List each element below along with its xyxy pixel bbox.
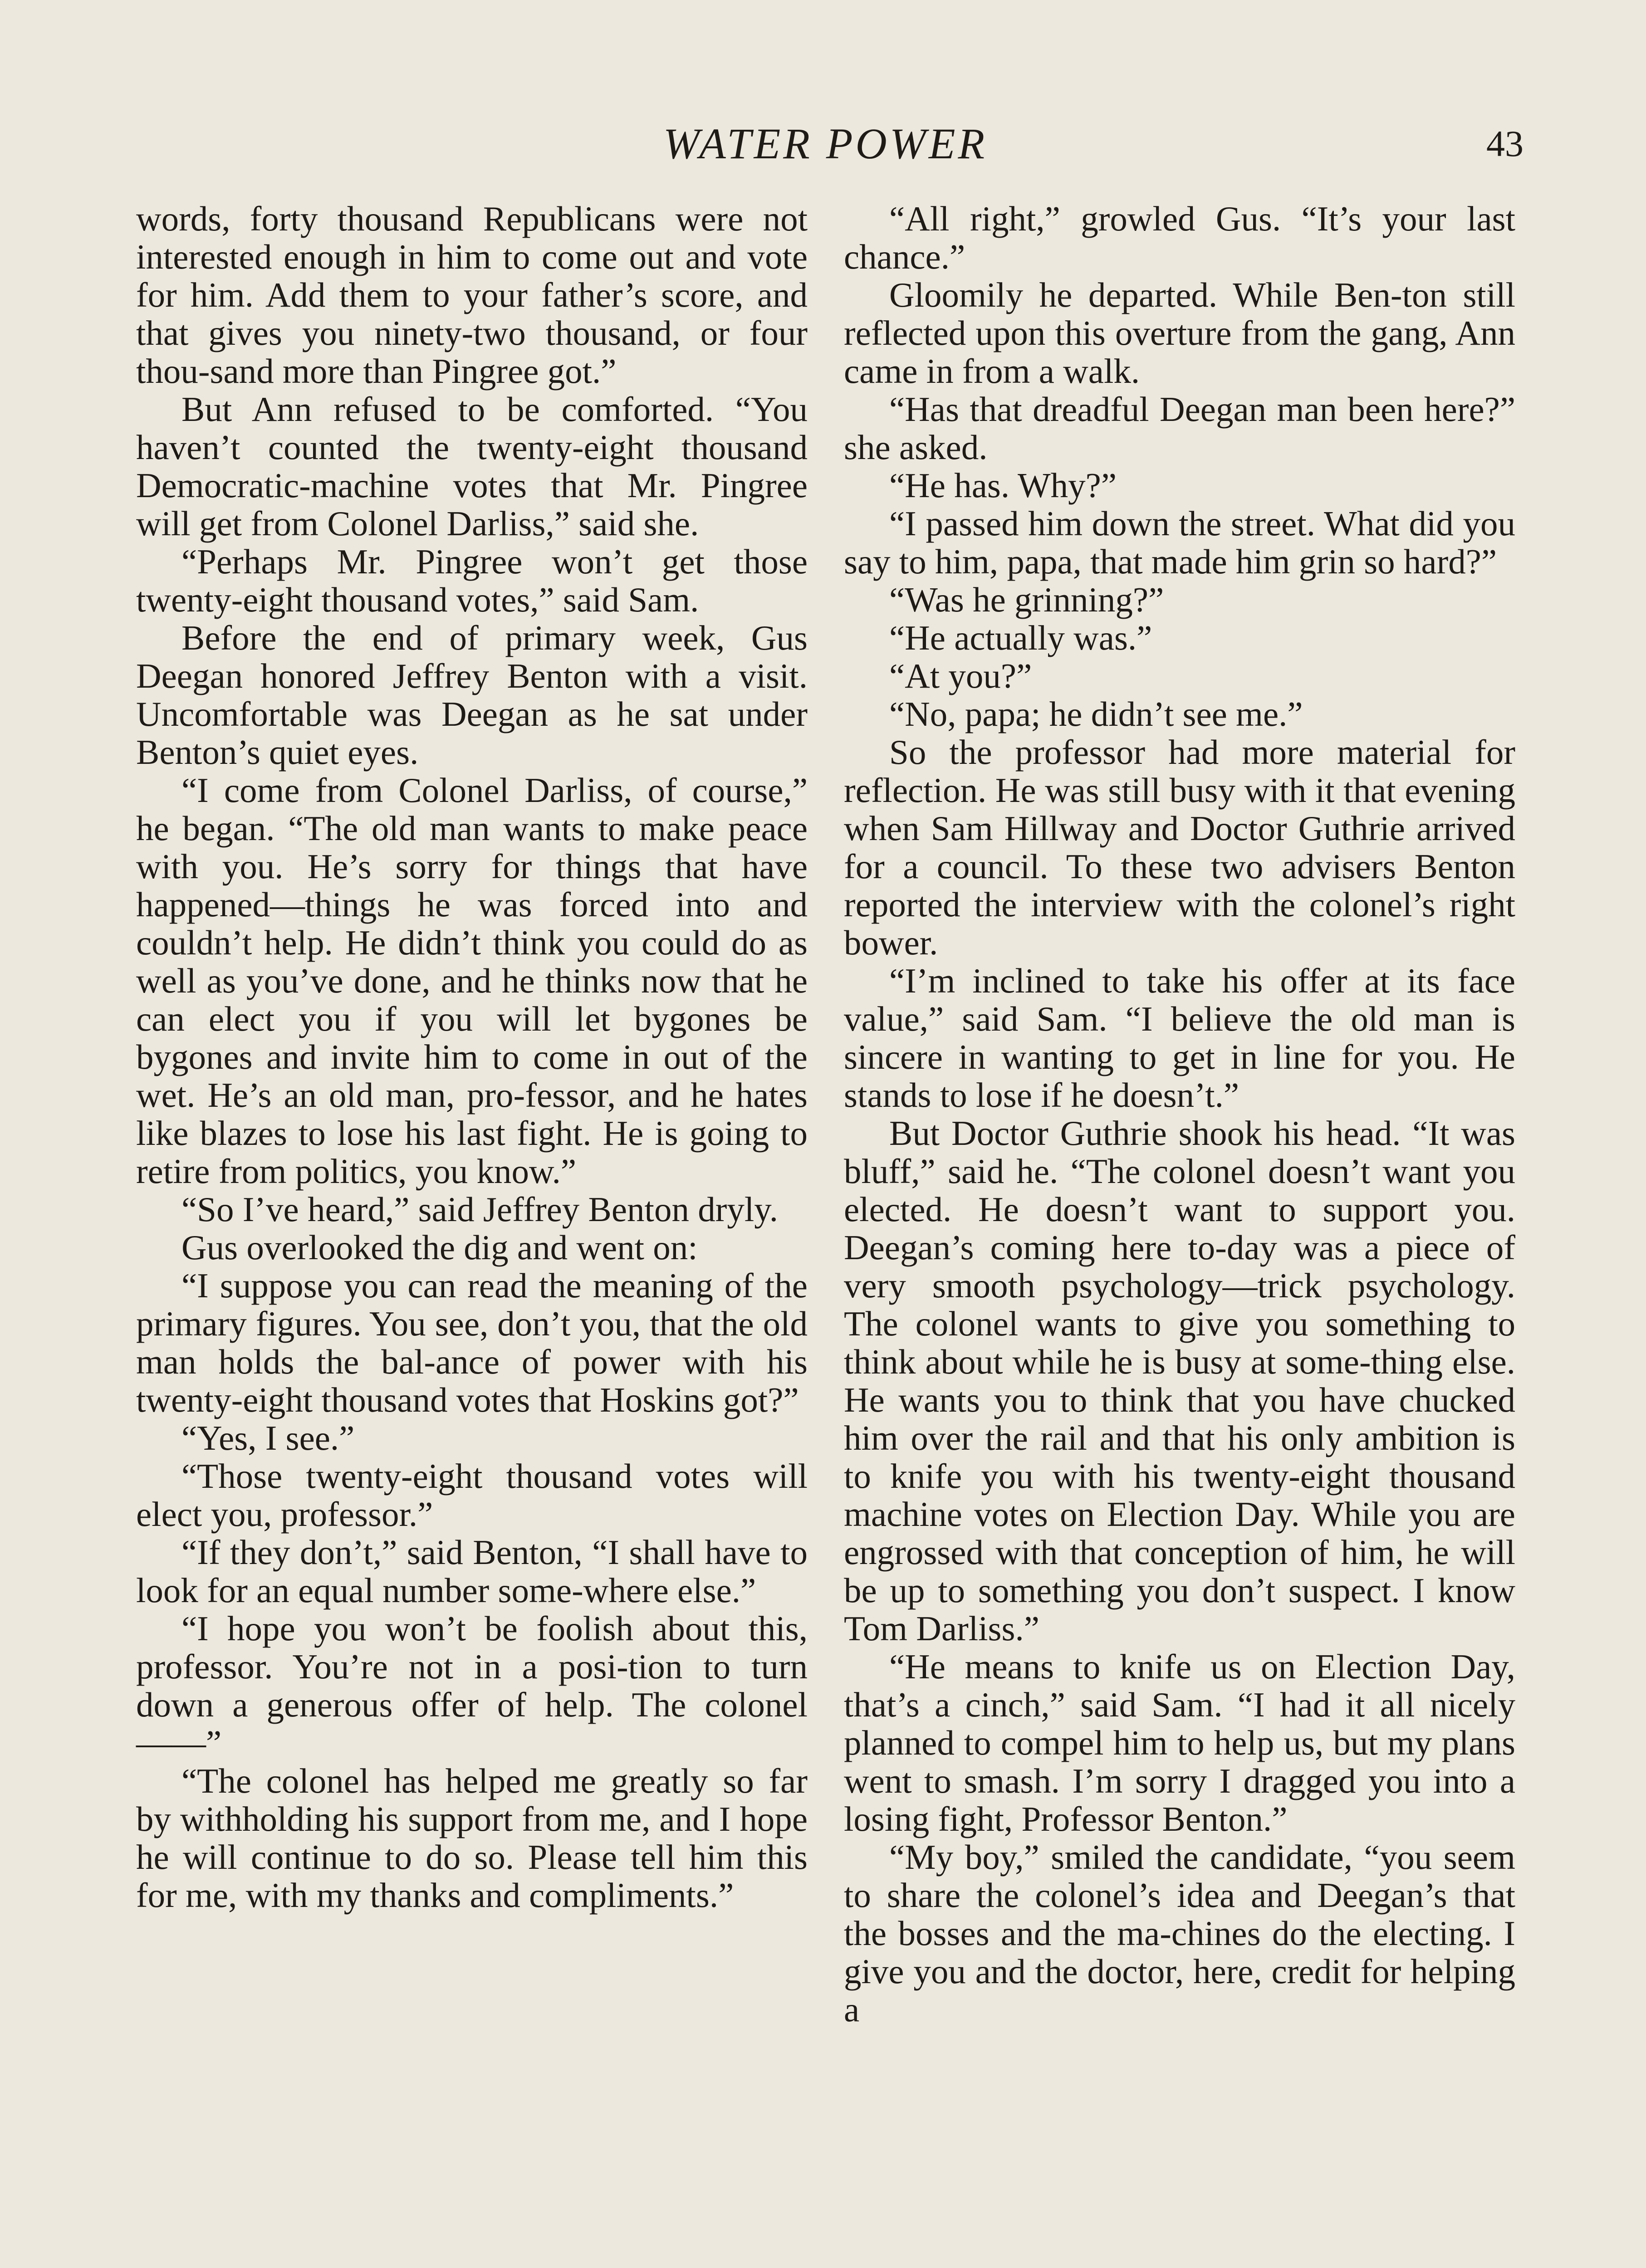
paragraph: “No, papa; he didn’t see me.” [889, 694, 1303, 733]
left-column [136, 200, 808, 1914]
paragraph: “I hope you won’t be foolish about this, professor. You’re not in a posi-tion to turn down a generous offer of help. The colonel——” [136, 1609, 808, 1762]
paragraph: “I come from Colonel Darliss, of course,” he began. “The old man wants to make peace with you. He’s sorry for things that have happened—things he was forced into and couldn’t help. He didn’t think you could do as well as you’ve done, and he thinks now that he can elect you if you will let bygones be bygones and invite him to come in out of the wet. He’s an old man, pro-fessor, and he hates like blazes to lose his last fight. He is going to retire from politics, you know.” [136, 771, 808, 1191]
paragraph: Before the end of primary week, Gus Deegan honored Jeffrey Benton with a visit. Uncomfortable was Deegan as he sat under Benton’s quiet eyes. [136, 618, 808, 772]
paragraph: “So I’ve heard,” said Jeffrey Benton dryly. [181, 1190, 778, 1229]
paragraph: So the professor had more material for reflection. He was still busy with it that evening when Sam Hillway and Doctor Guthrie arrived for a council. To these two advisers Benton reported the interview with the colonel’s right bower. [844, 733, 1515, 962]
paragraph: “If they don’t,” said Benton, “I shall have to look for an equal number some-where else.” [136, 1533, 808, 1610]
paragraph: “I passed him down the street. What did you say to him, papa, that made him grin so hard?” [844, 504, 1515, 581]
paragraph: “I’m inclined to take his offer at its face value,” said Sam. “I believe the old man is sincere in wanting to get in line for you. He stands to lose if he doesn’t.” [844, 961, 1515, 1114]
paragraph: “Yes, I see.” [181, 1418, 355, 1457]
page-header [127, 119, 1524, 173]
paragraph: Gus overlooked the dig and went on: [181, 1228, 698, 1267]
paragraph: “Was he grinning?” [889, 580, 1164, 619]
paragraph: “At you?” [889, 656, 1032, 695]
paragraph: But Doctor Guthrie shook his head. “It was bluff,” said he. “The colonel doesn’t want you elected. He doesn’t want to support you. Deegan’s coming here to-day was a piece of very smooth psychology—trick psychology. The colonel wants to give you something to think about while he is busy at some-thing else. He wants you to think that you have chucked him over the rail and that his only ambition is to knife you with his twenty-eight thousand machine votes on Election Day. While you are engrossed with that conception of him, he will be up to something you don’t suspect. I know Tom Darliss.” [844, 1114, 1515, 1648]
paragraph: words, forty thousand Republicans were not interested enough in him to come out and vote for him. Add them to your father’s score, and that gives you ninety-two thousand, or four thou-sand more than Pingree got.” [136, 199, 808, 391]
paragraph: Gloomily he departed. While Ben-ton still reflected upon this overture from the gang, Ann came in from a walk. [844, 275, 1515, 391]
paragraph: “I suppose you can read the meaning of the primary figures. You see, don’t you, that the old man holds the bal-ance of power with his twenty-eight thousand votes that Hoskins got?” [136, 1266, 808, 1419]
paragraph: “Perhaps Mr. Pingree won’t get those twenty-eight thousand votes,” said Sam. [136, 542, 808, 619]
paragraph: “The colonel has helped me greatly so far by withholding his support from me, and I hope he will continue to do so. Please tell him this for me, with my thanks and compliments.” [136, 1761, 808, 1915]
paragraph: “All right,” growled Gus. “It’s your last chance.” [844, 199, 1515, 276]
right-column [844, 200, 1515, 2028]
running-title: WATER POWER [663, 119, 988, 168]
paragraph: But Ann refused to be comforted. “You haven’t counted the twenty-eight thousand Democratic-machine votes that Mr. Pingree will get from Colonel Darliss,” said she. [136, 390, 808, 543]
paragraph: “Those twenty-eight thousand votes will elect you, professor.” [136, 1457, 808, 1534]
paragraph: “He has. Why?” [889, 466, 1117, 505]
paragraph: “He actually was.” [889, 618, 1152, 657]
paragraph: “He means to knife us on Election Day, that’s a cinch,” said Sam. “I had it all nicely planned to compel him to help us, but my plans went to smash. I’m sorry I dragged you into a losing fight, Professor Benton.” [844, 1647, 1515, 1838]
paragraph: “Has that dreadful Deegan man been here?” she asked. [844, 390, 1515, 467]
paragraph: “My boy,” smiled the candidate, “you seem to share the colonel’s idea and Deegan’s that the bosses and the ma-chines do the electing. I give you and the doctor, here, credit for helping a [844, 1838, 1515, 2029]
page-number: 43 [1486, 123, 1524, 164]
